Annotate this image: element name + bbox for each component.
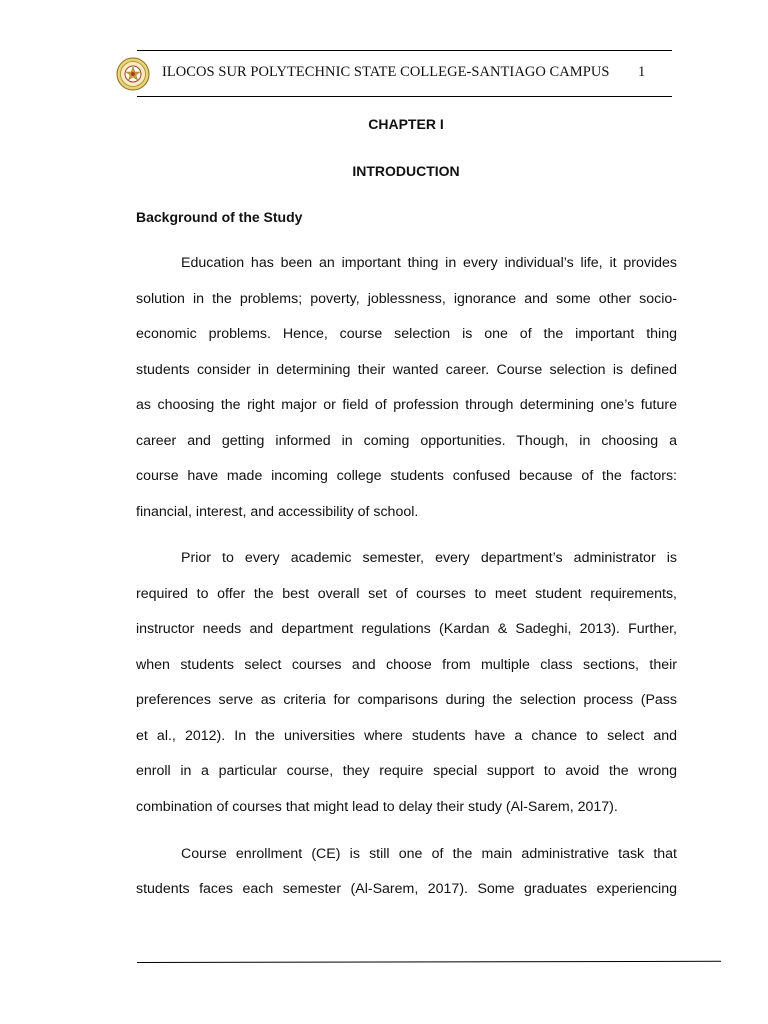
header-top-rule	[137, 50, 672, 51]
paragraph-1-line: solution in the problems; poverty, joblessness, ignorance and some other socio-	[136, 291, 677, 307]
paragraph-2-line: et al., 2012). In the universities where students have a chance to select and	[136, 728, 677, 744]
paragraph-3-line: students faces each semester (Al-Sarem, 2017). Some graduates experiencing	[136, 881, 677, 897]
paragraph-1-line: career and getting informed in coming opportunities. Though, in choosing a	[136, 433, 677, 449]
header-bottom-rule	[137, 96, 672, 97]
college-seal-icon	[116, 57, 150, 91]
header-title: ILOCOS SUR POLYTECHNIC STATE COLLEGE-SANTIAGO CAMPUS	[162, 64, 610, 80]
section-heading: Background of the Study	[136, 209, 303, 225]
paragraph-2-line: combination of courses that might lead to delay their study (Al-Sarem, 2017).	[136, 799, 618, 815]
chapter-title: INTRODUCTION	[352, 163, 460, 179]
chapter-label: CHAPTER I	[368, 116, 444, 132]
paragraph-2-line: instructor needs and department regulations (Kardan & Sadeghi, 2013). Further,	[136, 621, 677, 637]
footer-rule	[137, 961, 721, 963]
paragraph-1-line: as choosing the right major or field of profession through determining one’s future	[136, 397, 677, 413]
paragraph-1-line: Education has been an important thing in every individual’s life, it provides	[181, 255, 677, 271]
paragraph-2-line: when students select courses and choose from multiple class sections, their	[136, 657, 677, 673]
paragraph-2-line: preferences serve as criteria for comparisons during the selection process (Pass	[136, 692, 677, 708]
paragraph-2-line: enroll in a particular course, they require special support to avoid the wrong	[136, 763, 677, 779]
paragraph-1-line: course have made incoming college students confused because of the factors:	[136, 468, 677, 484]
page-number: 1	[638, 64, 646, 80]
paragraph-1-line: financial, interest, and accessibility of school.	[136, 504, 419, 520]
paragraph-1-line: economic problems. Hence, course selection is one of the important thing	[136, 326, 677, 342]
paragraph-2-line: required to offer the best overall set of courses to meet student requirements,	[136, 586, 677, 602]
paragraph-3-line: Course enrollment (CE) is still one of the main administrative task that	[181, 846, 677, 862]
paragraph-1-line: students consider in determining their wanted career. Course selection is defined	[136, 362, 677, 378]
paragraph-2-line: Prior to every academic semester, every department’s administrator is	[181, 550, 677, 566]
